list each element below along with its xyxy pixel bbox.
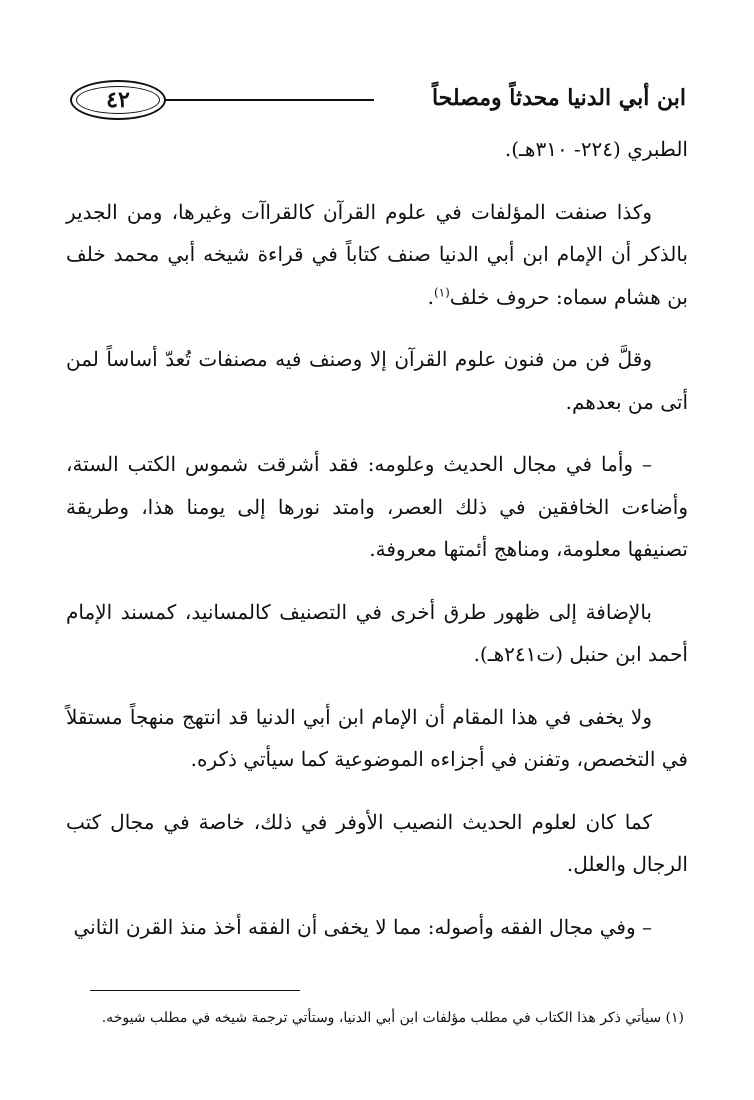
paragraph-2 bbox=[66, 191, 688, 319]
paragraph-4: – وأما في مجال الحديث وعلومه: فقد أشرقت شموس الكتب الستة، وأضاءت الخافقين في ذلك العصر، وامتد نورها إلى يومنا هذا، وطريقة تصنيفها معلومة، ومناهج أئمتها معروفة. bbox=[66, 452, 688, 561]
paragraph-3: وقلَّ فن من فنون علوم القرآن إلا وصنف فيه مصنفات تُعدّ أساساً لمن أتى من بعدهم. bbox=[66, 347, 688, 414]
footnote-separator bbox=[90, 990, 300, 991]
paragraph-2-text: وكذا صنفت المؤلفات في علوم القرآن كالقراآت وغيرها، ومن الجدير بالذكر أن الإمام ابن أبي الدنيا صنف كتاباً في قراءة شيخه أبي محمد خلف بن هشام سماه: حروف خلف bbox=[66, 199, 688, 309]
page-number: ٤٢ bbox=[106, 87, 130, 113]
paragraph-5: بالإضافة إلى ظهور طرق أخرى في التصنيف كالمسانيد، كمسند الإمام أحمد ابن حنبل (ت٢٤١هـ). bbox=[66, 599, 688, 666]
running-title: ابن أبي الدنيا محدثاً ومصلحاً bbox=[431, 85, 686, 111]
page-header bbox=[70, 80, 686, 126]
paragraph-6: ولا يخفى في هذا المقام أن الإمام ابن أبي الدنيا قد انتهج منهجاً مستقلاً في التخصص، وتفنن في أجزاءه الموضوعية كما سيأتي ذكره. bbox=[66, 704, 688, 771]
paragraph-8: – وفي مجال الفقه وأصوله: مما لا يخفى أن الفقه أخذ منذ القرن الثاني bbox=[73, 914, 652, 939]
footnote-ref-1: (١) bbox=[433, 284, 450, 299]
footnote-1: (١) سيأتي ذكر هذا الكتاب في مطلب مؤلفات ابن أبي الدنيا، وستأتي ترجمة شيخه في مطلب شيوخه. bbox=[101, 1010, 684, 1026]
paragraph-7: كما كان لعلوم الحديث النصيب الأوفر في ذلك، خاصة في مجال كتب الرجال والعلل. bbox=[66, 809, 688, 876]
paragraph-1: الطبري (٢٢٤- ٣١٠هـ). bbox=[504, 137, 688, 161]
body-text bbox=[66, 128, 688, 948]
header-rule bbox=[166, 99, 374, 101]
paragraph-2-tail: . bbox=[427, 284, 434, 309]
